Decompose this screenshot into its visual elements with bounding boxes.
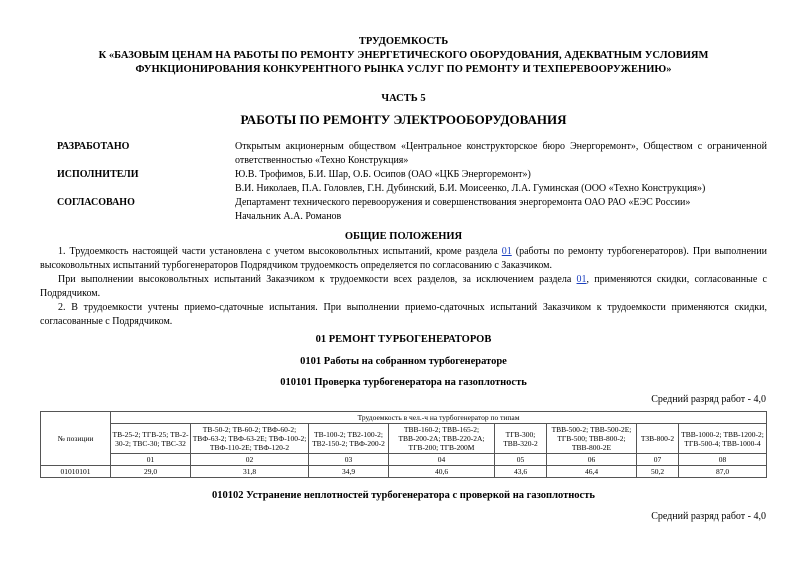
average-rank-2: Средний разряд работ - 4,0 bbox=[651, 511, 766, 522]
developed-value: Открытым акционерным обществом «Центральное конструкторское бюро Энергоремонт», Обществом с ограниченной ответственностью «Техно Конструкция» bbox=[235, 141, 767, 166]
table-codes-row bbox=[41, 454, 767, 466]
paragraph-3: 2. В трудоемкости учтены приемо-сдаточные испытания. При выполнении приемо-сдаточных испытаний Заказчиком к трудоемкости применяются скидки, согласованные с Подрядчиком. bbox=[40, 302, 767, 327]
agreed-label: СОГЛАСОВАНО bbox=[57, 197, 135, 208]
value-cell: 40,6 bbox=[389, 466, 495, 478]
code-cell: 05 bbox=[495, 454, 547, 466]
general-paragraphs bbox=[40, 245, 767, 329]
labor-table bbox=[40, 411, 767, 478]
meta-block bbox=[57, 140, 767, 224]
paragraph-2: При выполнении высоковольтных испытаний Заказчиком к трудоемкости всех разделов, за исключением раздела 01, применяются скидки, согласованные с Подрядчиком. bbox=[40, 274, 767, 299]
value-cell: 43,6 bbox=[495, 466, 547, 478]
type-cell: ТГВ-300; ТВВ-320-2 bbox=[495, 424, 547, 454]
meta-developed bbox=[57, 140, 767, 168]
table-types-row bbox=[41, 424, 767, 454]
type-cell: ТВВ-500-2; ТВВ-500-2Е; ТГВ-500; ТВВ-800-2; ТВВ-800-2Е bbox=[547, 424, 637, 454]
executors-line-1: Ю.В. Трофимов, Б.И. Шар, О.Б. Осипов (ОАО «ЦКБ Энергоремонт») bbox=[235, 169, 531, 180]
subsection-0101-heading: 0101 Работы на собранном турбогенераторе bbox=[300, 356, 507, 367]
row-position: 01010101 bbox=[41, 466, 111, 478]
type-cell: ТВВ-160-2; ТВВ-165-2; ТВВ-200-2А; ТВВ-220-2А; ТГВ-200; ТГВ-200М bbox=[389, 424, 495, 454]
meta-executors bbox=[57, 168, 767, 196]
executors-line-2: В.И. Николаев, П.А. Головлев, Г.Н. Дубинский, Б.И. Моисеенко, Л.А. Гуминская (ООО «Техно Конструкция») bbox=[235, 183, 706, 194]
group-header: Трудоемкость в чел.-ч на турбогенератор по типам bbox=[111, 412, 767, 424]
section-01-heading: 01 РЕМОНТ ТУРБОГЕНЕРАТОРОВ bbox=[315, 334, 492, 345]
item-010101-heading: 010101 Проверка турбогенератора на газоплотность bbox=[280, 377, 527, 388]
table-row bbox=[41, 466, 767, 478]
code-cell: 04 bbox=[389, 454, 495, 466]
type-cell: ТВ-25-2; ТГВ-25; ТВ-2-30-2; ТВС-30; ТВС-32 bbox=[111, 424, 191, 454]
agreed-line-1: Департамент технического перевооружения и совершенствования энергоремонта ОАО РАО «ЕЭС России» bbox=[235, 197, 691, 208]
value-cell: 34,9 bbox=[309, 466, 389, 478]
value-cell: 31,8 bbox=[191, 466, 309, 478]
value-cell: 87,0 bbox=[679, 466, 767, 478]
value-cell: 46,4 bbox=[547, 466, 637, 478]
meta-agreed bbox=[57, 196, 767, 224]
section-01-link[interactable]: 01 bbox=[501, 246, 512, 257]
part-heading: ЧАСТЬ 5 bbox=[381, 93, 426, 104]
paragraph-1: 1. Трудоемкость настоящей части установлена с учетом высоковольтных испытаний, кроме раздела 01 (работы по ремонту турбогенераторов). При выполнении высоковольтных испытаний турбогенераторов Подрядчиком трудоемкость определяется по согласованию с Заказчиком. bbox=[40, 246, 767, 271]
item-010102-heading: 010102 Устранение неплотностей турбогенератора с проверкой на газоплотность bbox=[212, 490, 595, 501]
code-cell: 03 bbox=[309, 454, 389, 466]
pos-header: № позиции bbox=[41, 412, 111, 466]
executors-label: ИСПОЛНИТЕЛИ bbox=[57, 169, 139, 180]
type-cell: ТВ-100-2; ТВ2-100-2; ТВ2-150-2; ТВФ-200-2 bbox=[309, 424, 389, 454]
executors-value bbox=[235, 168, 767, 196]
title-line-1: ТРУДОЕМКОСТЬ bbox=[358, 36, 449, 47]
title-line-2: К «БАЗОВЫМ ЦЕНАМ НА РАБОТЫ ПО РЕМОНТУ ЭНЕРГЕТИЧЕСКОГО ОБОРУДОВАНИЯ, АДЕКВАТНЫМ УСЛОВИЯМ bbox=[98, 50, 709, 61]
agreed-value bbox=[235, 196, 767, 224]
title-line-3: ФУНКЦИОНИРОВАНИЯ КОНКУРЕНТНОГО РЫНКА УСЛУГ ПО РЕМОНТУ И ТЕХПЕРЕВООРУЖЕНИЮ» bbox=[135, 64, 672, 75]
code-cell: 08 bbox=[679, 454, 767, 466]
table-header-row bbox=[41, 412, 767, 424]
code-cell: 06 bbox=[547, 454, 637, 466]
section-heading: РАБОТЫ ПО РЕМОНТУ ЭЛЕКТРООБОРУДОВАНИЯ bbox=[240, 112, 567, 127]
code-cell: 02 bbox=[191, 454, 309, 466]
average-rank-1: Средний разряд работ - 4,0 bbox=[651, 394, 766, 405]
agreed-line-2: Начальник А.А. Романов bbox=[235, 211, 342, 222]
type-cell: ТВВ-1000-2; ТВВ-1200-2; ТГВ-500-4; ТВВ-1000-4 bbox=[679, 424, 767, 454]
section-01-link[interactable]: 01 bbox=[576, 274, 587, 285]
type-cell: ТВ-50-2; ТВ-60-2; ТВФ-60-2; ТВФ-63-2; ТВФ-63-2Е; ТВФ-100-2; ТВФ-110-2Е; ТВФ-120-2 bbox=[191, 424, 309, 454]
code-cell: 01 bbox=[111, 454, 191, 466]
general-heading: ОБЩИЕ ПОЛОЖЕНИЯ bbox=[344, 231, 463, 242]
type-cell: ТЗВ-800-2 bbox=[637, 424, 679, 454]
value-cell: 50,2 bbox=[637, 466, 679, 478]
code-cell: 07 bbox=[637, 454, 679, 466]
developed-label: РАЗРАБОТАНО bbox=[57, 141, 130, 152]
document-title bbox=[40, 35, 767, 77]
value-cell: 29,0 bbox=[111, 466, 191, 478]
